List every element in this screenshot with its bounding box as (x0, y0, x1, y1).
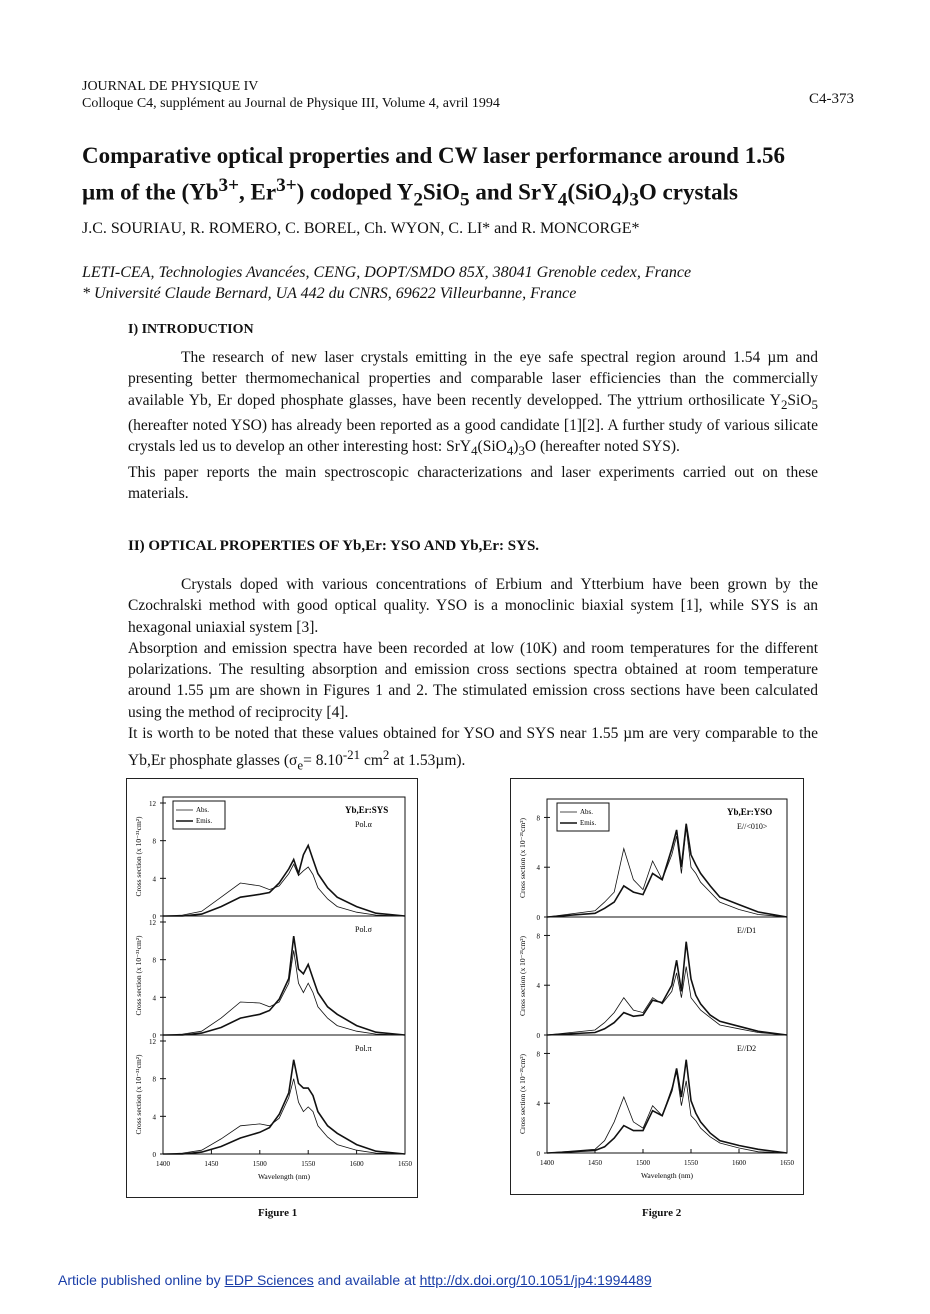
fig2-xlabel: Wavelength (nm) (640, 1171, 694, 1180)
fig1-panel-1-ytick-label: 8 (152, 956, 156, 965)
fig1-panel-0-series-emis (163, 845, 405, 916)
journal-name: JOURNAL DE PHYSIQUE IV (82, 79, 259, 94)
fig2-panel-2-series-abs (547, 1072, 787, 1153)
fig1-xtick-label: 1600 (349, 1160, 364, 1168)
fig1-xtick-label: 1400 (156, 1160, 170, 1168)
affiliations (82, 262, 691, 304)
fig1-panel-1-series-abs (163, 950, 405, 1035)
fig2-xtick-label: 1450 (588, 1159, 602, 1167)
fig2-panel-0-ytick-label: 8 (536, 814, 540, 823)
fig2-panel-0-ytick-label: 0 (536, 914, 540, 922)
doi-link[interactable]: http://dx.doi.org/10.1051/jp4:1994489 (419, 1272, 652, 1288)
fig1-panel-0-label: Pol.α (355, 820, 372, 829)
paper-title (82, 141, 872, 215)
fig2-panel-1-series-emis (547, 942, 787, 1035)
fig2-panel-0-series-emis (547, 824, 787, 917)
fig2-sample-label: Yb,Er:YSO (727, 807, 773, 817)
figure-2-chart (511, 779, 803, 1194)
fig1-panel-0-ytick-label: 12 (149, 800, 156, 808)
publication-footer (58, 1272, 652, 1288)
fig1-panel-1-ylabel: Cross section (x 10⁻²¹cm²) (134, 935, 143, 1016)
introduction-paragraph-2: This paper reports the main spectroscopic characterizations and laser experiments carried out on these materials. (128, 463, 818, 502)
fig2-panel-1-ytick-label: 8 (536, 932, 540, 941)
figure-2 (510, 778, 804, 1195)
figure-1 (126, 778, 418, 1198)
page-number: C4-373 (809, 91, 854, 107)
fig2-panel-2-ytick-label: 4 (536, 1100, 540, 1109)
introduction-body (128, 347, 818, 504)
fig2-panel-2-ytick-label: 8 (536, 1050, 540, 1059)
colloque-line: Colloque C4, supplément au Journal de Physique III, Volume 4, avril 1994 (82, 96, 500, 111)
title-line-2: µm of the ($Yb^{3+}$, $Er^{3+}$) codoped $Y_2SiO_5$ and $SrY_4(SiO_4)_3O$ crystals (82, 175, 738, 211)
fig2-panel-2-ytick-label: 0 (536, 1150, 540, 1158)
fig1-panel-2-ytick-label: 0 (152, 1151, 156, 1159)
title-line-1: Comparative optical properties and CW laser performance around 1.56 (82, 143, 785, 168)
fig2-panel-0-ytick-label: 4 (536, 864, 540, 873)
fig1-xtick-label: 1500 (252, 1160, 267, 1168)
fig2-xtick-label: 1400 (540, 1159, 554, 1167)
fig1-panel-1-ytick-label: 4 (152, 994, 156, 1003)
figure-1-chart (127, 779, 417, 1197)
fig2-panel-1-label: E//D1 (737, 926, 757, 935)
fig1-panel-0-ytick-label: 8 (152, 837, 156, 846)
fig2-xtick-label: 1500 (636, 1159, 650, 1167)
affiliation-1: LETI-CEA, Technologies Avancées, CENG, DOPT/SMDO 85X, 38041 Grenoble cedex, France (82, 264, 692, 281)
fig1-panel-0-ytick-label: 4 (152, 875, 156, 884)
section-heading-optical: II) OPTICAL PROPERTIES OF Yb,Er: YSO AND Yb,Er: SYS. (128, 538, 540, 554)
section-heading-introduction: I) INTRODUCTION (128, 322, 254, 337)
fig1-panel-2-ytick-label: 8 (152, 1075, 156, 1084)
footer-middle: and available at (317, 1272, 416, 1288)
fig1-panel-0-ytick-label: 0 (152, 913, 156, 921)
fig1-panel-2-ylabel: Cross section (x 10⁻²¹cm²) (134, 1054, 143, 1135)
fig1-legend-abs-label: Abs. (196, 806, 210, 814)
introduction-paragraph-1: The research of new laser crystals emitting in the eye safe spectral region around 1.54 µm and presenting better thermomechanical properties and comparable laser efficiencies than the commercially available Yb, Er doped phosphate glasses, have been recently developped. The yttrium orthosilicate $Y_2SiO_5$ (hereafter noted YSO) has already been reported as a good candidate [1][2]. A further study of various silicate crystals led us to develop an other interesting host: $SrY_4(SiO_4)_3O$ (hereafter noted SYS). (128, 349, 818, 459)
fig2-panel-2-series-emis (547, 1060, 787, 1153)
optical-paragraph-1: Crystals doped with various concentrations of Erbium and Ytterbium have been grown by the Czochralski method with good optical quality. YSO is a monoclinic biaxial system [1], while SYS is an hexagonal uniaxial system [3]. (128, 576, 818, 636)
fig2-panel-2-label: E//D2 (737, 1044, 757, 1053)
journal-header (82, 78, 500, 112)
optical-body (128, 574, 818, 776)
fig1-panel-0-series-abs (163, 864, 405, 916)
fig1-xlabel: Wavelength (nm) (257, 1172, 311, 1181)
fig2-panel-0-series-abs (547, 827, 787, 917)
fig1-panel-1-ytick-label: 0 (152, 1032, 156, 1040)
figure-1-caption: Figure 1 (258, 1207, 298, 1219)
fig1-panel-1-label: Pol.σ (355, 925, 372, 934)
fig2-panel-1-ytick-label: 4 (536, 982, 540, 991)
fig1-panel-1-series-emis (163, 936, 405, 1035)
fig1-panel-2-label: Pol.π (355, 1044, 372, 1053)
fig2-legend-emis-label: Emis. (580, 819, 597, 827)
fig1-xtick-label: 1450 (204, 1160, 219, 1168)
figure-2-caption: Figure 2 (642, 1207, 682, 1219)
optical-paragraph-3: It is worth to be noted that these values obtained for YSO and SYS near 1.55 µm are very comparable to the Yb,Er phosphate glasses ($\sigma_e= 8.10^{-21}$ $cm^2$ at 1.53µm). (128, 725, 818, 773)
fig2-panel-1-ylabel: Cross section (x 10⁻²¹cm²) (518, 935, 527, 1017)
fig1-xtick-label: 1650 (398, 1160, 412, 1168)
fig2-legend-abs-label: Abs. (580, 808, 594, 816)
fig2-panel-2-ylabel: Cross section (x 10⁻²¹cm²) (518, 1053, 527, 1135)
footer-prefix: Article published online by (58, 1272, 221, 1288)
fig1-panel-2-ytick-label: 4 (152, 1113, 156, 1122)
fig1-panel-0-ylabel: Cross section (x 10⁻²¹cm²) (134, 816, 143, 897)
fig1-panel-2-series-abs (163, 1079, 405, 1154)
fig1-panel-2-ytick-label: 12 (149, 1038, 156, 1046)
fig2-panel-1-ytick-label: 0 (536, 1032, 540, 1040)
fig1-panel-1-ytick-label: 12 (149, 919, 156, 927)
affiliation-2: * Université Claude Bernard, UA 442 du CNRS, 69622 Villeurbanne, France (82, 285, 577, 302)
fig2-xtick-label: 1650 (780, 1159, 794, 1167)
fig2-panel-0-label: E//<010> (737, 822, 768, 831)
optical-paragraph-2: Absorption and emission spectra have been recorded at low (10K) and room temperatures for the different polarizations. The resulting absorption and emission cross sections spectra obtained at room temperature around 1.55 µm are shown in Figures 1 and 2. The stimulated emission cross sections have been calculated using the method of reciprocity [4]. (128, 639, 818, 721)
fig2-xtick-label: 1600 (732, 1159, 746, 1167)
fig2-xtick-label: 1550 (684, 1159, 698, 1167)
fig1-xtick-label: 1550 (301, 1160, 316, 1168)
publisher-link[interactable]: EDP Sciences (224, 1272, 314, 1288)
fig2-panel-1-series-abs (547, 967, 787, 1035)
authors: J.C. SOURIAU, R. ROMERO, C. BOREL, Ch. WYON, C. LI* and R. MONCORGE* (82, 220, 640, 237)
fig1-sample-label: Yb,Er:SYS (345, 805, 389, 815)
fig2-panel-0-ylabel: Cross section (x 10⁻²¹cm²) (518, 817, 527, 899)
fig1-legend-emis-label: Emis. (196, 817, 213, 825)
